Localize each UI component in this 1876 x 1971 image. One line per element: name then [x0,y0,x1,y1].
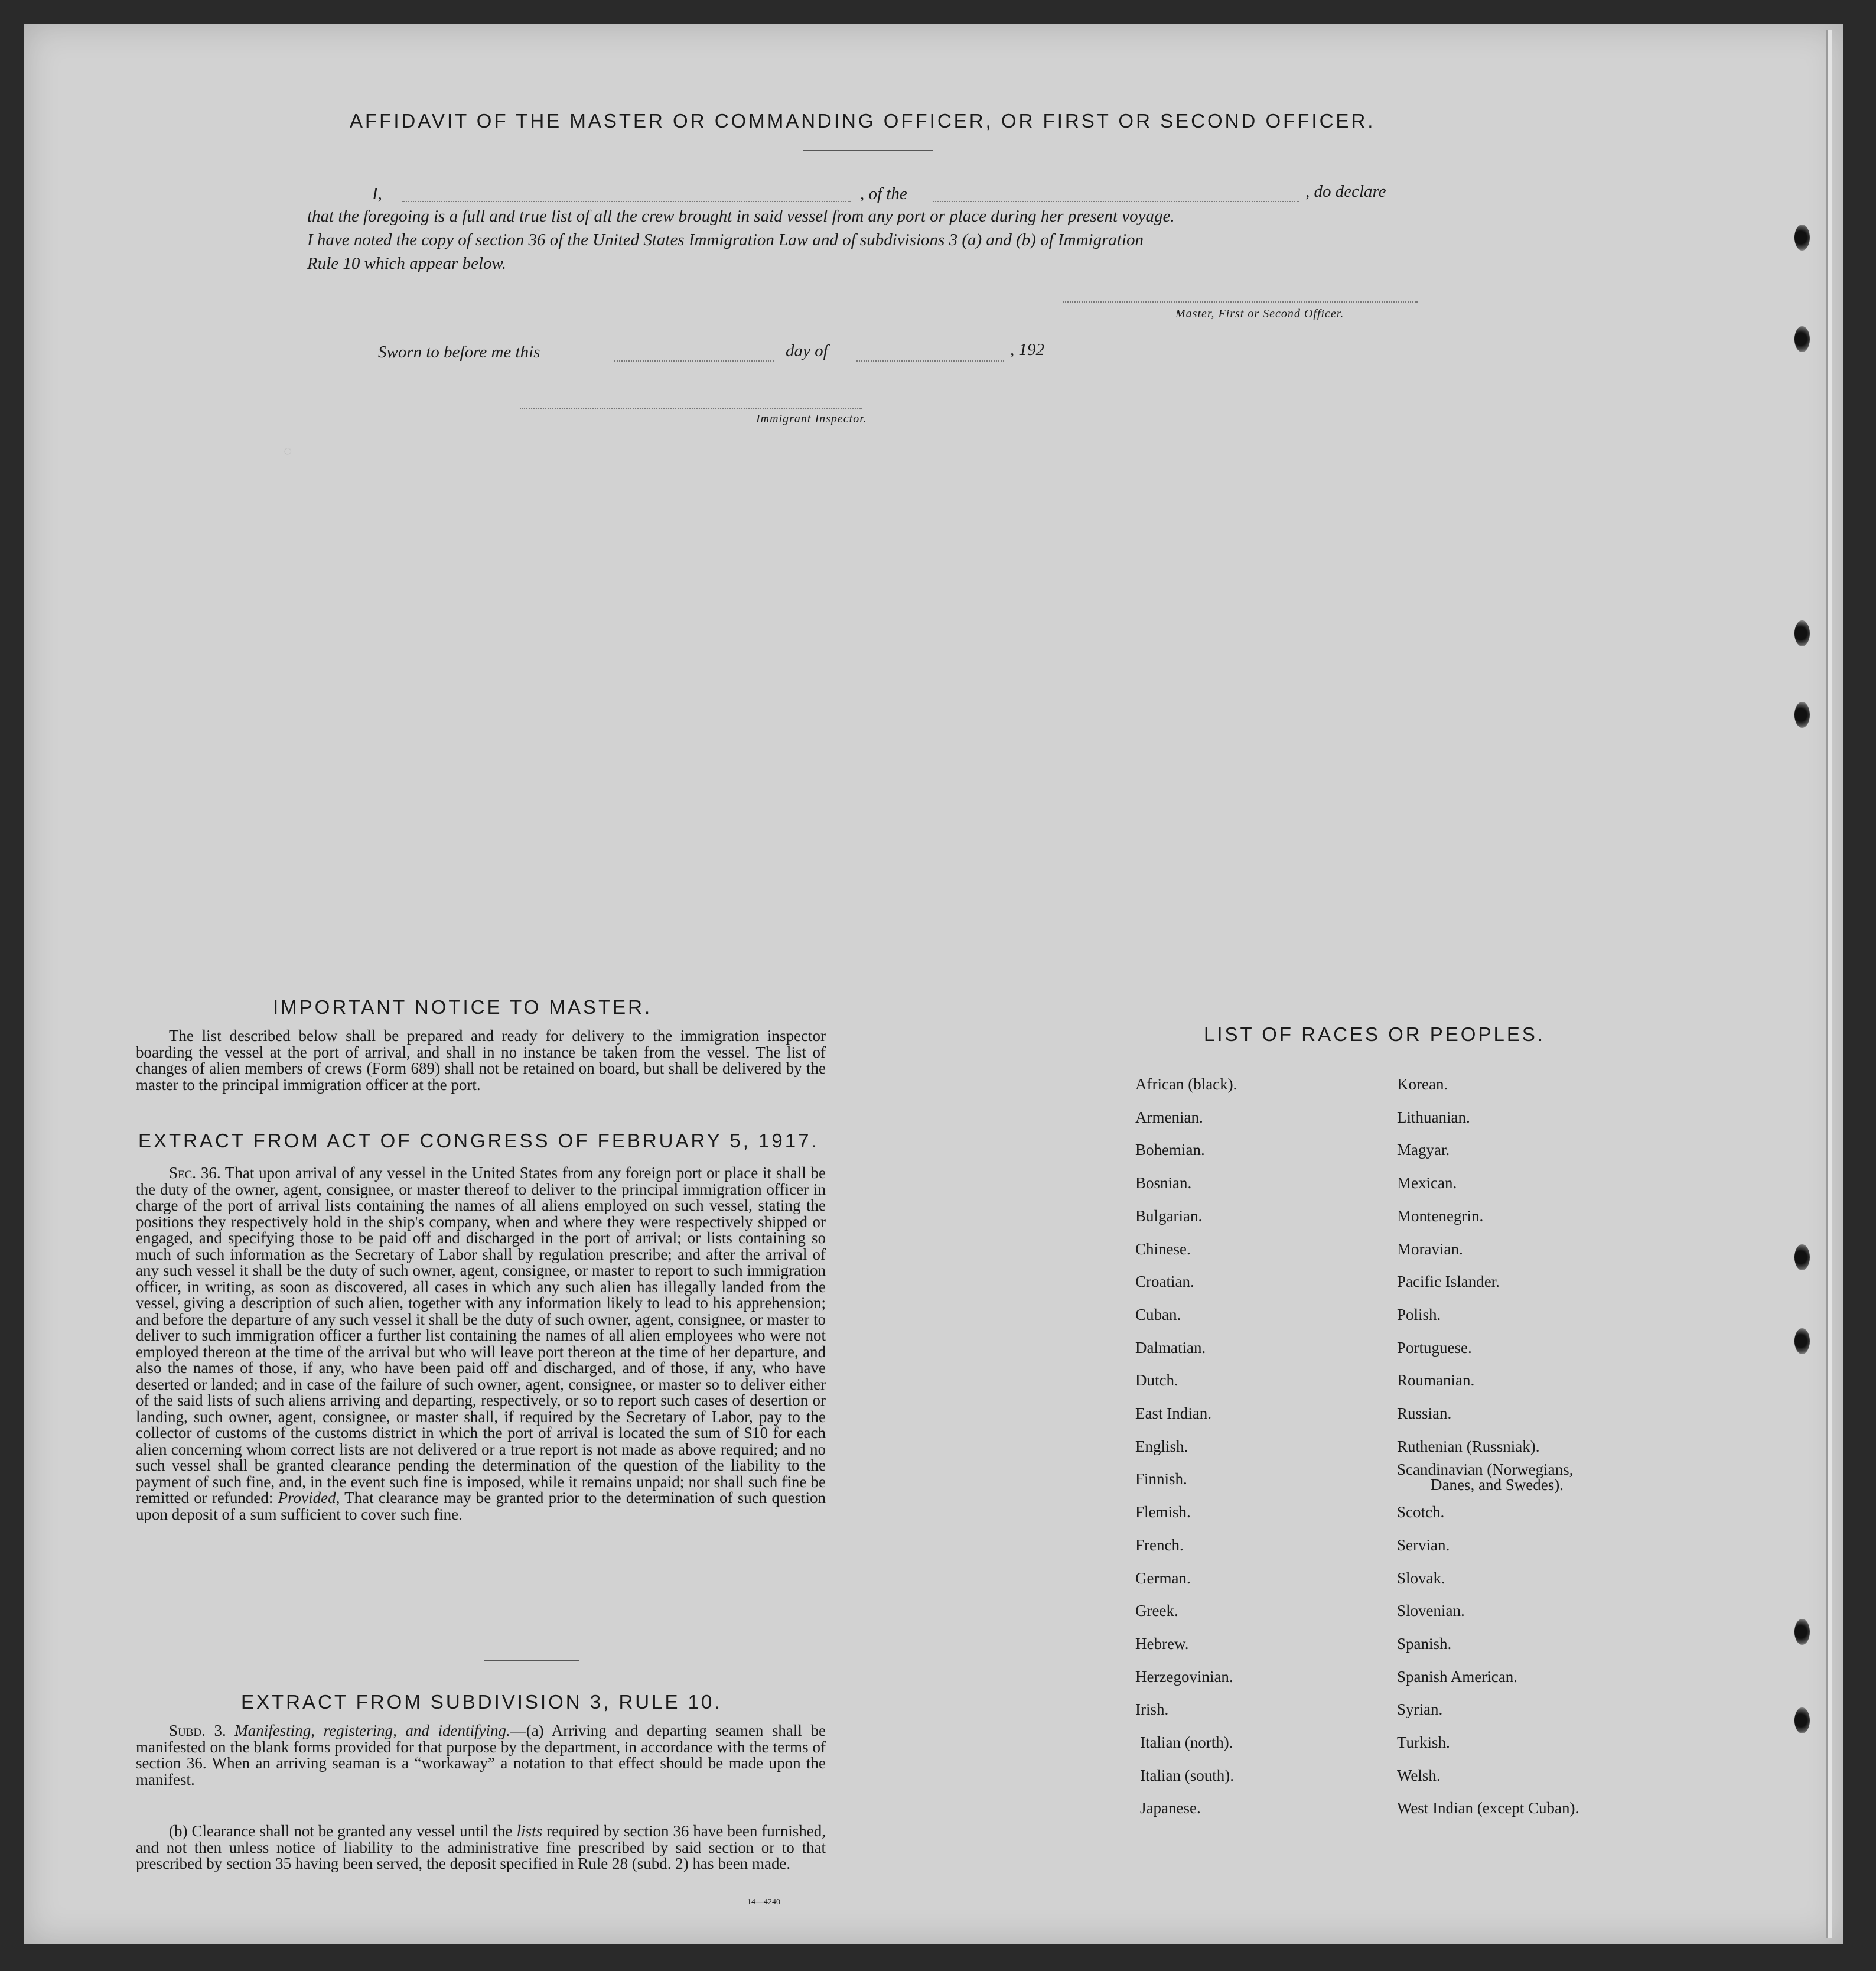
para-b-end: required by section 36 have been furnished, and not then unless notice of liability to the administrative fine prescribed by said section or to that prescribed by section 35 having been served, the deposit specified in Rule 28 (subd. 2) has been made. [136,1822,826,1872]
race-item: Dalmatian. [1135,1339,1206,1357]
race-item: English. [1135,1437,1188,1455]
race-item: Bulgarian. [1135,1207,1203,1225]
race-item: Herzegovinian. [1135,1668,1233,1686]
para-a-text: —(a) Arriving and departing seamen shall be manifested on the blank forms provided for that purpose by the department, in accordance with the terms of section 36. When an arriving seaman is a “workaway” a notation to that effect should be made upon the manifest. [136,1722,826,1788]
race-item: Mexican. [1397,1174,1457,1192]
race-item: Scotch. [1397,1503,1445,1521]
race-item: Turkish. [1397,1733,1450,1751]
affidavit-of-the: , of the [860,184,907,203]
race-item: Montenegrin. [1397,1207,1484,1225]
race-item: African (black). [1135,1075,1237,1093]
act-text [136,1165,826,1523]
rule-title: EXTRACT FROM SUBDIVISION 3, RULE 10. [241,1691,722,1713]
inspector-caption: Immigrant Inspector. [756,412,867,425]
race-item: Bosnian. [1135,1174,1192,1192]
race-item: Magyar. [1397,1141,1450,1159]
punch-hole [1794,1328,1810,1354]
form-number: 14—4240 [747,1898,780,1907]
race-item: East Indian. [1135,1404,1211,1422]
race-item: Italian (south). [1140,1767,1234,1784]
race-item: Welsh. [1397,1767,1441,1784]
race-item: Roumanian. [1397,1371,1475,1389]
affidavit-i: I, [372,184,382,203]
punch-hole [1794,1707,1810,1733]
race-item: German. [1135,1569,1191,1587]
race-item: Croatian. [1135,1273,1194,1290]
race-item: Scandinavian (Norwegians, [1397,1461,1574,1478]
subd-label: Subd. 3. [169,1722,226,1739]
name-field[interactable] [402,201,851,202]
race-item: Armenian. [1135,1108,1203,1126]
race-item: Finnish. [1135,1470,1187,1488]
para-b-start: (b) Clearance shall not be granted any vessel until the [169,1822,513,1840]
rule-para-b [136,1823,826,1872]
race-item: Spanish. [1397,1635,1452,1653]
inspector-signature-field[interactable] [520,408,862,409]
race-item: Greek. [1135,1602,1178,1619]
punch-hole [1794,702,1810,728]
year-text: , 192 [1010,340,1044,359]
race-item: Servian. [1397,1536,1450,1554]
page-edge [1826,30,1832,1938]
master-caption: Master, First or Second Officer. [1175,307,1344,320]
divider [803,150,933,151]
punch-hole [1794,326,1810,352]
race-item: Japanese. [1140,1799,1201,1817]
races-title: LIST OF RACES OR PEOPLES. [1204,1023,1546,1045]
affidavit-line4: Rule 10 which appear below. [307,254,506,273]
affidavit-title: AFFIDAVIT OF THE MASTER OR COMMANDING OFFICER, OR FIRST OR SECOND OFFICER. [350,110,1376,132]
punch-hole [1794,225,1810,251]
para-b-lists: lists [516,1822,543,1840]
race-item: Ruthenian (Russniak). [1397,1437,1540,1455]
act-body-end: That clearance may be granted prior to the determination of such question upon deposit of a sum sufficient to cover such fine. [136,1489,826,1523]
race-item: Pacific Islander. [1397,1273,1500,1290]
affidavit-declare: , do declare [1305,182,1386,201]
race-item: Italian (north). [1140,1733,1233,1751]
act-title: EXTRACT FROM ACT OF CONGRESS OF FEBRUARY 5, 1917. [138,1130,819,1152]
sworn-text: Sworn to before me this [378,343,540,362]
race-item: Portuguese. [1397,1339,1472,1357]
race-item: Spanish American. [1397,1668,1517,1686]
race-item: West Indian (except Cuban). [1397,1799,1579,1817]
notice-text: The list described below shall be prepared and ready for delivery to the immigration inspector boarding the vessel at the port of arrival, and shall in no instance be taken from the vessel. The list of changes of alien members of crews (Form 689) shall not be retained on board, but shall be delivered by the master to the principal immigration officer at the port. [136,1027,826,1094]
race-item: Korean. [1397,1075,1448,1093]
divider [484,1660,579,1661]
race-item: Slovenian. [1397,1602,1465,1619]
race-item: Syrian. [1397,1700,1443,1718]
race-item: Cuban. [1135,1306,1181,1323]
act-body: That upon arrival of any vessel in the United States from any foreign port or place it shall be the duty of the owner, agent, consignee, or master thereof to deliver to the principal immigration officer in charge of the port of arrival lists containing the names of all aliens employed on such vessel, stating the positions they respectively hold in the ship's company, when and where they were respectively shipped or engaged, and specifying those to be paid off and discharged in the port of arrival; or lists containing so much of such information as the Secretary of Labor shall by regulation prescribe; and after the arrival of any such vessel it shall be the duty of such owner, agent, consignee, or master to report to such immigration officer, in writing, as soon as discovered, all cases in which any such alien has illegally landed from the vessel, giving a description of such alien, together with any information likely to lead to his apprehension; and before the departure of any such vessel it shall be the duty of such owner, agent, consignee, or master to deliver to such immigration officer a further list containing the names of all alien employees who were not employed thereon at the time of the arrival but who will leave port thereon at the time of her departure, and also the names of those, if any, who have been paid off and discharged, and of those, if any, who have deserted or landed; and in case of the failure of such owner, agent, consignee, or master so to deliver either of the said lists of such aliens arriving and departing, respectively, or so to report such cases of desertion or landing, such owner, agent, consignee, or master shall, if required by the Secretary of Labor, pay to the collector of customs of the customs district in which the port of arrival is located the sum of $10 for each alien concerning whom correct lists are not delivered or a true report is not made as above required; and no such vessel shall be granted clearance pending the determination of the question of the liability to the payment of such fine, and, in the event such fine is imposed, while it remains unpaid; nor shall such fine be remitted or refunded: [136,1164,826,1507]
punch-hole [1794,620,1810,646]
affidavit-line2: that the foregoing is a full and true list of all the crew brought in said vessel from any port or place during her present voyage. [307,207,1175,226]
subd-heading: Manifesting, registering, and identifying. [234,1722,510,1739]
affidavit-line3: I have noted the copy of section 36 of the United States Immigration Law and of subdivisions 3 (a) and (b) of Immigration [307,230,1144,249]
month-field[interactable] [856,360,1004,362]
day-field[interactable] [614,360,774,362]
rule-para-a [136,1723,826,1788]
race-item: French. [1135,1536,1184,1554]
race-scandinavian-cont: Danes, and Swedes). [1431,1476,1564,1494]
notice-title: IMPORTANT NOTICE TO MASTER. [273,996,653,1018]
day-of-text: day of [786,341,828,360]
race-item: Russian. [1397,1404,1452,1422]
race-item: Irish. [1135,1700,1169,1718]
punch-hole [1794,1619,1810,1645]
provided: Provided, [278,1489,340,1507]
race-item: Bohemian. [1135,1141,1205,1159]
race-item: Moravian. [1397,1240,1463,1258]
race-item: Hebrew. [1135,1635,1189,1653]
sec-label: Sec. 36. [169,1164,221,1182]
race-item: Dutch. [1135,1371,1178,1389]
bleed-through: ◌ [284,443,292,459]
race-item: Polish. [1397,1306,1441,1323]
race-item: Lithuanian. [1397,1108,1470,1126]
vessel-field[interactable] [933,201,1299,202]
race-item: Slovak. [1397,1569,1445,1587]
race-item: Flemish. [1135,1503,1191,1521]
race-item: Chinese. [1135,1240,1191,1258]
master-signature-field[interactable] [1063,301,1418,303]
punch-hole [1794,1244,1810,1270]
document-page [24,24,1843,1944]
